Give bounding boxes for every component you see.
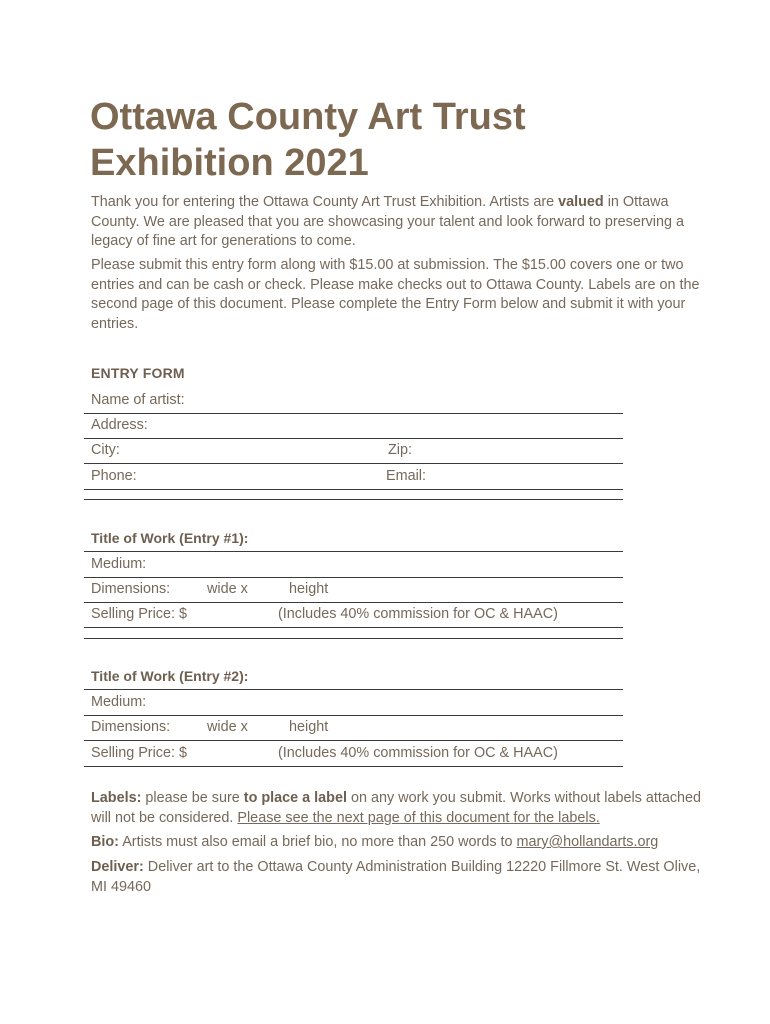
entry1-medium-field[interactable] (84, 552, 623, 578)
entry2-wide-label: wide x (207, 719, 248, 735)
intro-bold-valued: valued (558, 194, 604, 210)
entry1-height-label: height (289, 581, 329, 597)
deliver-text: Deliver art to the Ottawa County Administration Building 12220 Fillmore St. West Olive, MI 49460 (91, 859, 701, 895)
labels-text-2: on any work you submit. Works without labels attached will not be considered. (91, 790, 702, 826)
entry1-medium-label: Medium: (91, 556, 147, 572)
entry2-dimensions-label: Dimensions: (91, 719, 171, 735)
entry1-price-label: Selling Price: $ (91, 606, 187, 622)
phone-label: Phone: (91, 468, 137, 484)
entry1-wide-label: wide x (207, 581, 248, 597)
entry1-dimensions-field[interactable] (84, 577, 623, 603)
address-field[interactable] (84, 413, 623, 439)
deliver-bold: Deliver: (91, 859, 144, 875)
entry2-price-field[interactable] (84, 741, 623, 767)
entry2-dimensions-field[interactable] (84, 715, 623, 741)
bio-email-link[interactable]: mary@hollandarts.org (516, 834, 659, 850)
artist-name-field[interactable] (84, 388, 623, 414)
phone-email-field[interactable] (84, 464, 623, 490)
entry1-dimensions-label: Dimensions: (91, 581, 171, 597)
entry2-heading: Title of Work (Entry #2): (91, 668, 249, 684)
labels-link[interactable]: Please see the next page of this document for the labels. (237, 809, 600, 826)
page-title: Ottawa County Art Trust Exhibition 2021 (90, 96, 526, 184)
intro-text-cont: in Ottawa County. We are pleased that you are showcasing your talent and look forward to preserving a legacy of fine art for generations to come. (91, 194, 685, 249)
entry1-price-field[interactable] (84, 602, 623, 628)
city-zip-field[interactable] (84, 438, 623, 464)
intro-paragraph-2: Please submit this entry form along with $15.00 at submission. The $15.00 covers one or two entries and can be cash or check. Please make checks out to Ottawa County. Labels are on the second page of this document. Please complete the Entry Form below and submit it with your entries. (91, 257, 700, 332)
entry2-price-label: Selling Price: $ (91, 745, 187, 761)
entry1-heading: Title of Work (Entry #1): (91, 530, 249, 546)
entry2-commission-note: (Includes 40% commission for OC & HAAC) (278, 745, 558, 761)
labels-text: please be sure (141, 790, 244, 806)
entry1-separator-line (84, 638, 623, 639)
labels-bold: Labels: (91, 790, 142, 806)
city-label: City: (91, 442, 120, 458)
entry2-height-label: height (289, 719, 329, 735)
zip-label: Zip: (388, 442, 412, 458)
email-label: Email: (386, 468, 426, 484)
entry-form-heading: ENTRY FORM (91, 365, 185, 381)
entry2-title-field[interactable] (84, 664, 623, 690)
bio-paragraph (91, 833, 711, 853)
address-label: Address: (91, 417, 148, 433)
artist-name-label: Name of artist: (91, 392, 185, 408)
bio-text: Artists must also email a brief bio, no more than 250 words to (118, 834, 517, 850)
entry2-medium-field[interactable] (84, 690, 623, 716)
entry1-commission-note: (Includes 40% commission for OC & HAAC) (278, 606, 558, 622)
entry2-medium-label: Medium: (91, 694, 147, 710)
labels-paragraph (91, 789, 711, 828)
form-separator-line (84, 499, 623, 500)
entry1-title-field[interactable] (84, 526, 623, 552)
intro-paragraph-1 (91, 193, 701, 252)
intro-text: Thank you for entering the Ottawa County Art Trust Exhibition. Artists are (91, 194, 559, 210)
deliver-paragraph (91, 858, 711, 897)
bio-bold: Bio: (91, 834, 119, 850)
labels-bold-2: to place a label (243, 790, 347, 806)
